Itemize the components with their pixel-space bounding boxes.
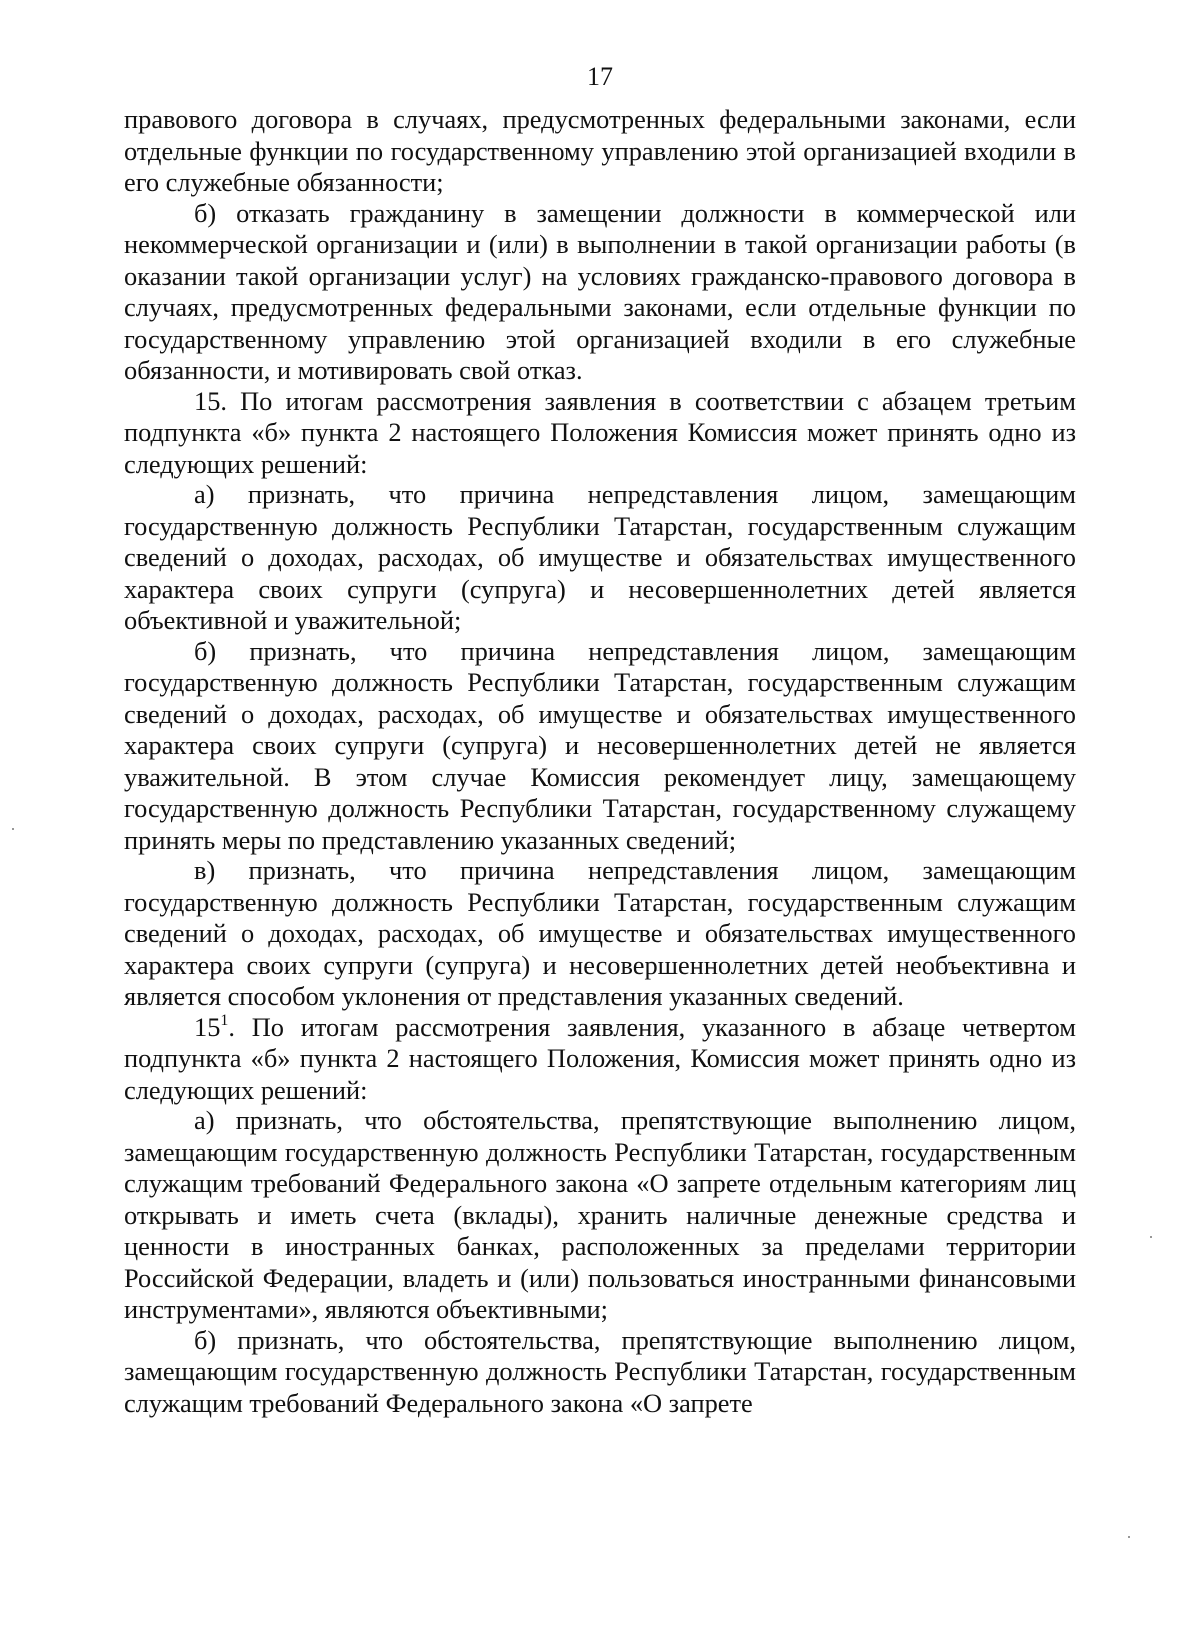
- scan-speck: [12, 828, 14, 830]
- paragraph-item-b-refuse: б) отказать гражданину в замещении должности в коммерческой или некоммерческой организации и (или) в выполнении в такой организации работы (в оказании такой организации услуг) на условиях гражданско-правового договора в случаях, предусмотренных федеральными законами, если отдельные функции по государственному управлению этой организацией входили в его служебные обязанности, и мотивировать свой отказ.: [124, 197, 1076, 385]
- paragraph-15-item-a: а) признать, что причина непредставления лицом, замещающим государственную должность Республики Татарстан, государственным служащим сведений о доходах, расходах, об имуществе и обязательствах имущественного характера своих супруги (супруга) и несовершеннолетних детей является объективной и уважительной;: [124, 479, 1076, 635]
- scan-speck: [1128, 1536, 1130, 1538]
- paragraph-continuation: правового договора в случаях, предусмотренных федеральными законами, если отдельные функции по государственному управлению этой организацией входили в его служебные обязанности;: [124, 104, 1076, 197]
- clause-text: . По итогам рассмотрения заявления, указанного в абзаце четвертом подпункта «б» пункта 2 настоящего Положения, Комиссия может принять одно из следующих решений:: [124, 1011, 1076, 1105]
- paragraph-15-1-item-b: б) признать, что обстоятельства, препятствующие выполнению лицом, замещающим государственную должность Республики Татарстан, государственным служащим требований Федерального закона «О запрете: [124, 1324, 1076, 1418]
- page-number: 17: [587, 62, 613, 91]
- paragraph-15-1-item-a: а) признать, что обстоятельства, препятствующие выполнению лицом, замещающим государственную должность Республики Татарстан, государственным служащим требований Федерального закона «О запрете отдельным категориям лиц открывать и иметь счета (вклады), хранить наличные денежные средства и ценности в иностранных банках, расположенных за пределами территории Российской Федерации, владеть и (или) пользоваться иностранными финансовыми инструментами», являются объективными;: [124, 1105, 1076, 1324]
- paragraph-clause-15-1: [124, 1012, 1076, 1107]
- scan-speck: [1150, 1236, 1152, 1238]
- clause-number: 15: [194, 1011, 221, 1042]
- document-body: [124, 104, 1076, 1418]
- clause-superscript: 1: [220, 1011, 229, 1029]
- paragraph-15-item-v: в) признать, что причина непредставления лицом, замещающим государственную должность Республики Татарстан, государственным служащим сведений о доходах, расходах, об имуществе и обязательствах имущественного характера своих супруги (супруга) и несовершеннолетних детей необъективна и является способом уклонения от представления указанных сведений.: [124, 855, 1076, 1011]
- paragraph-clause-15: 15. По итогам рассмотрения заявления в соответствии с абзацем третьим подпункта «б» пункта 2 настоящего Положения Комиссия может принять одно из следующих решений:: [124, 385, 1076, 479]
- paragraph-15-item-b: б) признать, что причина непредставления лицом, замещающим государственную должность Республики Татарстан, государственным служащим сведений о доходах, расходах, об имуществе и обязательствах имущественного характера своих супруги (супруга) и несовершеннолетних детей не является уважительной. В этом случае Комиссия рекомендует лицу, замещающему государственную должность Республики Татарстан, государственному служащему принять меры по представлению указанных сведений;: [124, 635, 1076, 855]
